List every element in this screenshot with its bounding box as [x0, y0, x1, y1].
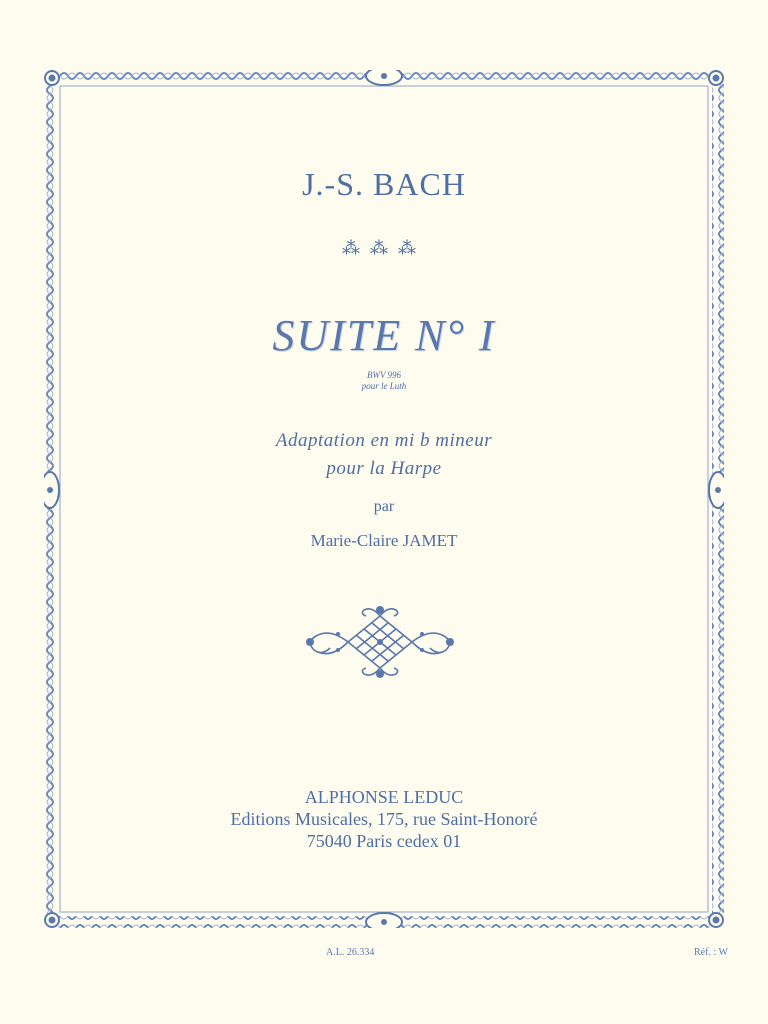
work-title: SUITE N° I [272, 311, 496, 360]
publisher-name: ALPHONSE LEDUC [304, 787, 464, 807]
by-label: par [373, 498, 395, 515]
plate-number: A.L. 26.334 [326, 947, 375, 958]
publisher-address-line-2: 75040 Paris cedex 01 [306, 831, 462, 851]
publisher-address-line-1: Editions Musicales, 175, rue Saint-Honoré [230, 809, 538, 829]
adaptation-line-2: pour la Harpe [326, 458, 442, 479]
reference-code: Réf. : W [694, 947, 728, 958]
original-instrument: pour le Luth [361, 381, 407, 391]
arranger-name: Marie-Claire JAMET [310, 531, 458, 550]
catalogue-number: BWV 996 [366, 370, 402, 380]
floral-vignette-icon [300, 602, 460, 682]
three-star-ornament-icon: ⁂⁂⁂ [342, 238, 426, 258]
adaptation-line-1: Adaptation en mi b mineur [275, 430, 493, 451]
composer-name: J.-S. BACH [302, 166, 466, 202]
